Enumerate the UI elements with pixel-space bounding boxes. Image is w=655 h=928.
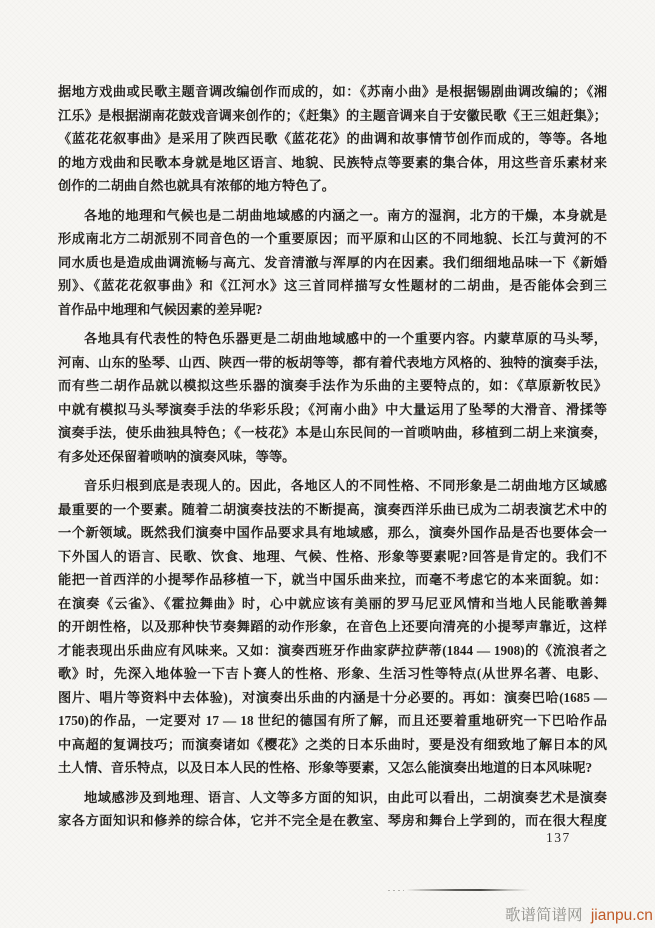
text-line: 别》、《蓝花花叙事曲》和《江河水》这三首同样描写女性题材的二胡曲，是否能体会到三 — [58, 278, 607, 293]
watermark-site-url: jianpu.cn — [590, 907, 653, 924]
text-line: 下外国人的语言、民歌、饮食、地理、气候、性格、形象等要素呢?回答是肯定的。我们不 — [58, 548, 607, 564]
text-line: 音乐归根到底是表现人的。因此，各地区人的不同性格、不同形象是二胡曲地方区域感 — [84, 478, 607, 493]
page-number: 137 — [546, 830, 571, 845]
paragraph — [58, 786, 607, 833]
text-line: 的地方戏曲和民歌本身就是地区语言、地貌、民族特点等要素的集合体，用这些音乐素材来 — [58, 154, 607, 170]
text-line: 有多处还保留着唢呐的演奏风味，等等。 — [58, 448, 296, 464]
text-line: 的开朗性格，以及那种快节奏舞蹈的动作形象，在音色上还要向清亮的小提琴声靠近，这样 — [58, 619, 607, 634]
watermark-site-name: 歌谱简谱网 — [505, 907, 583, 924]
text-line: 形成南北方二胡派别不同音色的一个重要原因；而平原和山区的不同地貌、长江与黄河的不 — [58, 231, 607, 246]
text-line: 能把一首西洋的小提琴作品移植一下，就当中国乐曲来拉，而毫不考虑它的本来面貌。如： — [58, 572, 607, 587]
scan-artifact-dots — [388, 890, 404, 891]
text-line: 歌》时，先深入地体验一下吉卜赛人的性格、形象、生活习性等特点(从世界名著、电影、 — [58, 666, 607, 681]
watermark — [505, 903, 653, 925]
text-line: 中就有模拟马头琴演奏手法的华彩乐段；《河南小曲》中大量运用了坠琴的大滑音、滑揉等 — [58, 401, 607, 417]
text-line: 江乐》是根据湖南花鼓戏音调来创作的；《赶集》的主题音调来自于安徽民歌《王三姐赶集》； — [58, 107, 607, 123]
text-line: 地域感涉及到地理、语言、人文等多方面的知识，由此可以看出，二胡演奏艺术是演奏 — [84, 789, 607, 805]
body-text — [58, 80, 607, 839]
paragraph — [58, 80, 607, 198]
paragraph — [58, 327, 607, 468]
text-line: 同水质也是造成曲调流畅与高亢、发音清澈与浑厚的内在因素。我们细细地品味一下《新婚 — [58, 254, 607, 270]
text-line: 首作品中地理和气候因素的差异呢? — [58, 301, 263, 317]
text-line: 在演奏《云雀》、《霍拉舞曲》时，心中就应该有美丽的罗马尼亚风情和当地人民能歌善舞 — [58, 595, 607, 611]
text-line: 据地方戏曲或民歌主题音调改编创作而成的，如：《苏南小曲》是根据锡剧曲调改编的；《湘 — [58, 84, 607, 99]
text-line: 中高超的复调技巧；而演奏诸如《樱花》之类的日本乐曲时，要是没有细致地了解日本的风 — [58, 736, 607, 752]
text-line: 图片、唱片等资料中去体验)，对演奏出乐曲的内涵是十分必要的。再如：演奏巴哈(1685 — — [58, 689, 607, 705]
text-line: 河南、山东的坠琴、山西、陕西一带的板胡等等，都有着代表地方风格的、独特的演奏手法， — [58, 354, 607, 370]
scan-artifact-line — [406, 889, 530, 891]
text-line: 一个新领域。既然我们演奏中国作品要求具有地域感，那么，演奏外国作品是否也要体会一 — [58, 525, 607, 540]
text-line: 土人情、音乐特点，以及日本人民的性格、形象等要素，又怎么能演奏出地道的日本风味呢? — [58, 760, 593, 775]
text-line: 《蓝花花叙事曲》是采用了陕西民歌《蓝花花》的曲调和故事情节创作而成的，等等。各地 — [58, 131, 607, 146]
text-line: 1750)的作品，一定要对 17 — 18 世纪的德国有所了解，而且还要着重地研究一下巴哈作品 — [58, 713, 607, 728]
text-line: 最重要的一个要素。随着二胡演奏技法的不断提高，演奏西洋乐曲已成为二胡表演艺术中的 — [58, 501, 607, 517]
text-line: 各地的地理和气候也是二胡曲地域感的内涵之一。南方的湿润，北方的干燥，本身就是 — [84, 207, 607, 223]
text-line: 各地具有代表性的特色乐器更是二胡曲地域感中的一个重要内容。内蒙草原的马头琴， — [84, 331, 607, 346]
paragraph — [58, 474, 607, 780]
text-line: 创作的二胡曲自然也就具有浓郁的地方特色了。 — [58, 178, 335, 193]
text-line: 才能表现出乐曲应有风味来。又如：演奏西班牙作曲家萨拉萨蒂(1844 — 1908)的《流浪者之 — [58, 642, 607, 658]
paragraph — [58, 204, 607, 322]
text-line: 演奏手法，使乐曲独具特色；《一枝花》本是山东民间的一首唢呐曲，移植到二胡上来演奏， — [58, 425, 607, 440]
text-line: 而有些二胡作品就以模拟这些乐器的演奏手法作为乐曲的主要特点的，如：《草原新牧民》 — [58, 378, 607, 393]
text-line: 家各方面知识和修养的综合体，它并不完全是在教室、琴房和舞台上学到的，而在很大程度 — [58, 813, 607, 828]
